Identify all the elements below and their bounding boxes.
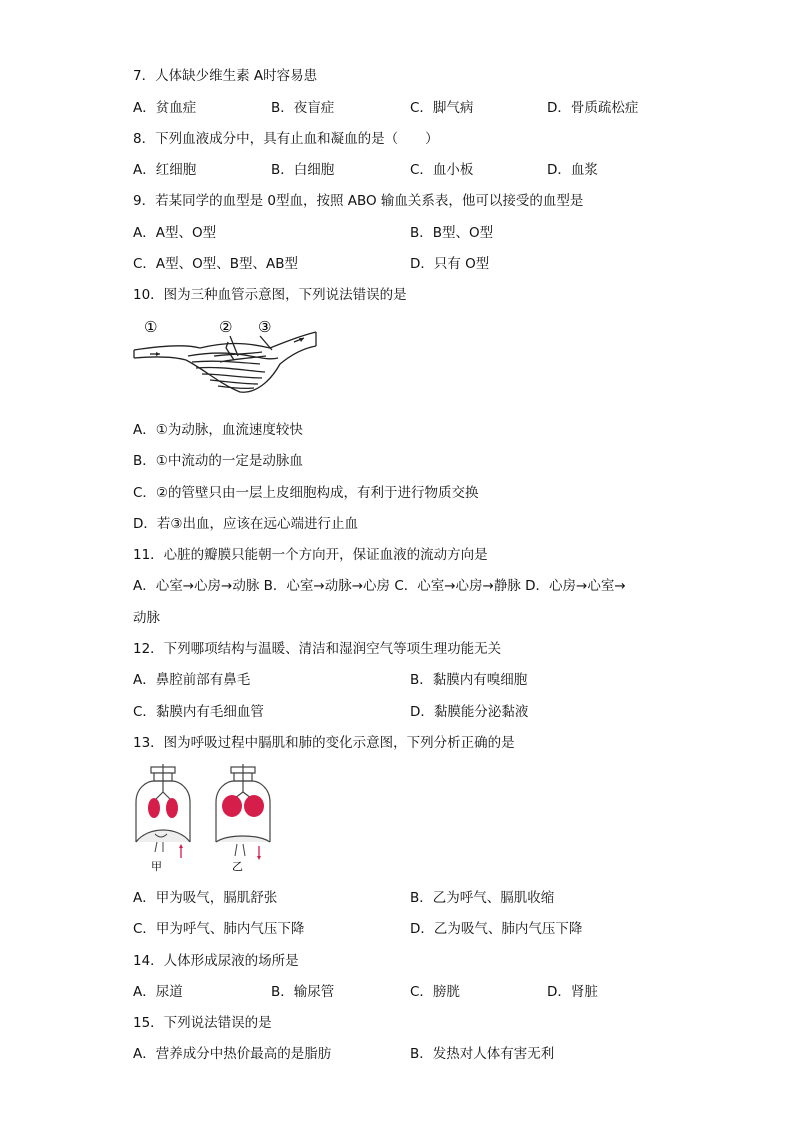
q10-option-a[interactable]: A．①为动脉，血流速度较快	[133, 422, 303, 438]
vessel-label-1: ①	[144, 318, 158, 336]
q11-options-line[interactable]: A．心室→心房→动脉 B．心室→动脉→心房 C．心室→心房→静脉 D．心房→心室→	[133, 578, 626, 594]
q14-option-c[interactable]: C．膀胱	[410, 984, 460, 1000]
figure-label-jia: 甲	[151, 860, 162, 873]
vessel-label-3: ③	[258, 318, 272, 336]
q7-option-b[interactable]: B．夜盲症	[271, 100, 335, 116]
breathing-diagram	[133, 764, 283, 876]
bell-jar-jia	[136, 764, 190, 873]
question-9-stem: 9．若某同学的血型是 0型血，按照 ABO 输血关系表，他可以接受的血型是	[133, 193, 584, 209]
q10-option-d[interactable]: D．若③出血，应该在远心端进行止血	[133, 516, 358, 532]
q8-option-d[interactable]: D．血浆	[547, 162, 598, 178]
q8-option-c[interactable]: C．血小板	[410, 162, 474, 178]
question-15-stem: 15．下列说法错误的是	[133, 1015, 272, 1031]
q9-option-d[interactable]: D．只有 O型	[410, 256, 490, 272]
q8-option-b[interactable]: B．白细胞	[271, 162, 335, 178]
bell-jar-yi	[216, 764, 270, 873]
question-10-stem: 10．图为三种血管示意图，下列说法错误的是	[133, 287, 407, 303]
q14-option-a[interactable]: A．尿道	[133, 984, 183, 1000]
q13-option-c[interactable]: C．甲为呼气、肺内气压下降	[133, 921, 305, 937]
breathing-figure	[133, 764, 283, 876]
q12-option-d[interactable]: D．黏膜能分泌黏液	[410, 704, 529, 720]
question-14-stem: 14．人体形成尿液的场所是	[133, 953, 299, 969]
q10-option-c[interactable]: C．②的管壁只由一层上皮细胞构成，有利于进行物质交换	[133, 485, 479, 501]
question-8-stem: 8．下列血液成分中，具有止血和凝血的是（ ）	[133, 131, 439, 147]
q12-option-c[interactable]: C．黏膜内有毛细血管	[133, 704, 264, 720]
q10-option-b[interactable]: B．①中流动的一定是动脉血	[133, 453, 303, 469]
blood-vessel-figure	[130, 312, 320, 407]
figure-label-yi: 乙	[232, 860, 243, 873]
q7-option-d[interactable]: D．骨质疏松症	[547, 100, 639, 116]
q8-option-a[interactable]: A．红细胞	[133, 162, 197, 178]
q14-option-d[interactable]: D．肾脏	[547, 984, 598, 1000]
q13-option-b[interactable]: B．乙为呼气、膈肌收缩	[410, 890, 555, 906]
q11-options-continuation: 动脉	[133, 610, 160, 626]
question-13-stem: 13．图为呼吸过程中膈肌和肺的变化示意图，下列分析正确的是	[133, 735, 515, 751]
q12-option-b[interactable]: B．黏膜内有嗅细胞	[410, 672, 528, 688]
q7-option-c[interactable]: C．脚气病	[410, 100, 474, 116]
q9-option-a[interactable]: A．A型、O型	[133, 225, 217, 241]
blood-vessel-diagram	[130, 312, 320, 407]
question-12-stem: 12．下列哪项结构与温暖、清洁和湿润空气等项生理功能无关	[133, 641, 502, 657]
q12-option-a[interactable]: A．鼻腔前部有鼻毛	[133, 672, 251, 688]
question-11-stem: 11．心脏的瓣膜只能朝一个方向开，保证血液的流动方向是	[133, 547, 488, 563]
question-7-stem: 7．人体缺少维生素 A时容易患	[133, 68, 318, 84]
q13-option-a[interactable]: A．甲为吸气，膈肌舒张	[133, 890, 278, 906]
q15-option-a[interactable]: A．营养成分中热价最高的是脂肪	[133, 1046, 332, 1062]
q7-option-a[interactable]: A．贫血症	[133, 100, 197, 116]
vessel-label-2: ②	[219, 318, 233, 336]
q14-option-b[interactable]: B．输尿管	[271, 984, 335, 1000]
q9-option-c[interactable]: C．A型、O型、B型、AB型	[133, 256, 299, 272]
q13-option-d[interactable]: D．乙为吸气、肺内气压下降	[410, 921, 583, 937]
q9-option-b[interactable]: B．B型、O型	[410, 225, 494, 241]
q15-option-b[interactable]: B．发热对人体有害无利	[410, 1046, 555, 1062]
